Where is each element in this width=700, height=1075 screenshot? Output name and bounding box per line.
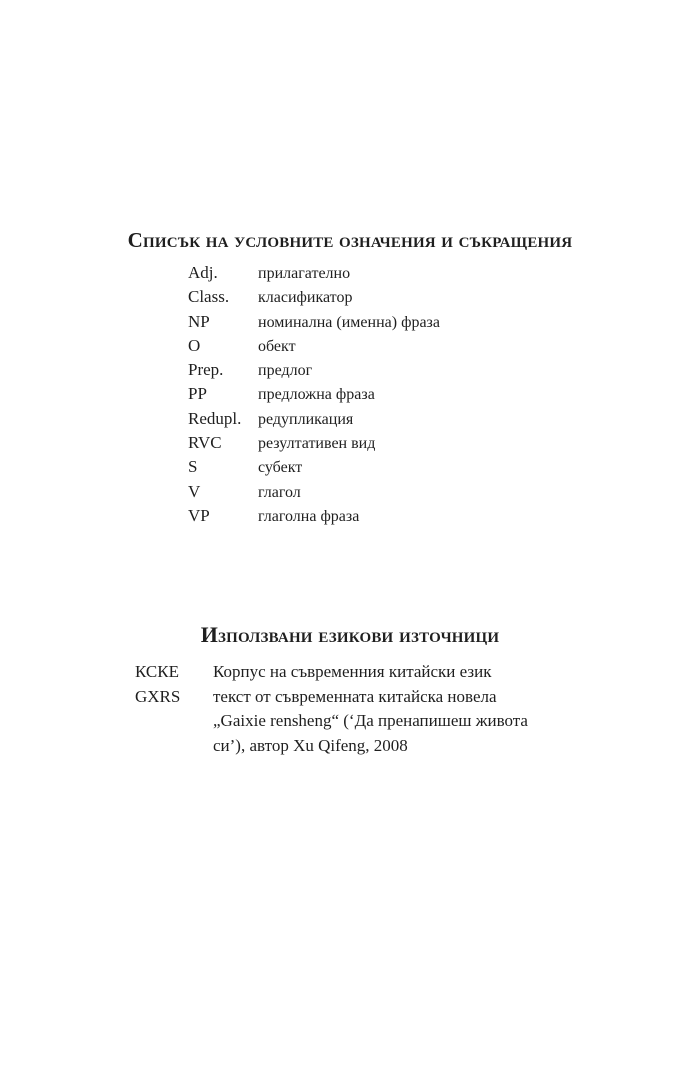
abbreviation-code: PP	[188, 384, 207, 404]
source-description: Корпус на съвременния китайски език	[213, 662, 492, 681]
abbreviation-description: обект	[258, 337, 296, 355]
abbreviation-row	[188, 312, 440, 336]
abbreviation-code: Redupl.	[188, 408, 242, 428]
source-code: GXRS	[135, 686, 181, 706]
abbreviation-code: RVC	[188, 433, 222, 453]
sources-heading: Използвани езикови източници	[200, 622, 500, 647]
abbreviation-row	[188, 409, 440, 433]
abbreviation-description: предлог	[258, 362, 313, 380]
abbreviation-code: VP	[188, 505, 210, 525]
source-row	[135, 685, 555, 759]
abbreviation-row	[188, 336, 440, 360]
abbreviation-row	[188, 457, 440, 481]
abbreviation-description: прилагателно	[258, 265, 351, 282]
abbreviation-description: субект	[258, 459, 303, 477]
source-code: КСКЕ	[135, 662, 179, 681]
abbreviation-code: Class.	[188, 287, 230, 307]
source-row	[135, 660, 555, 685]
abbreviation-description: номинална (именна) фраза	[258, 313, 440, 331]
abbreviation-row	[188, 360, 440, 384]
abbreviation-code: O	[188, 335, 201, 355]
abbreviation-description: глаголна фраза	[258, 507, 360, 525]
abbreviations-list	[188, 263, 440, 530]
abbreviation-description: резултативен вид	[258, 435, 376, 453]
abbreviation-code: Prep.	[188, 360, 224, 380]
abbreviation-description: редупликация	[258, 410, 354, 428]
abbreviation-row	[188, 433, 440, 457]
abbreviation-code: S	[188, 457, 198, 477]
abbreviation-row	[188, 506, 440, 530]
sources-list	[135, 660, 555, 758]
abbreviation-code: Adj.	[188, 263, 218, 282]
source-description: текст от съвременната китайска новела „Gaixie rensheng“ (‘Да пренапишеш живота си’), автор Xu Qifeng, 2008	[213, 686, 528, 755]
abbreviation-code: V	[188, 481, 201, 501]
abbreviation-description: предложна фраза	[258, 386, 375, 404]
abbreviation-code: NP	[188, 311, 210, 331]
abbreviation-row	[188, 384, 440, 408]
abbreviation-row	[188, 263, 440, 287]
abbreviation-row	[188, 482, 440, 506]
abbreviation-description: глагол	[258, 483, 301, 501]
abbreviation-description: класификатор	[258, 289, 353, 307]
abbreviation-row	[188, 287, 440, 311]
abbreviations-heading: Списък на условните означения и съкращения	[127, 228, 573, 252]
